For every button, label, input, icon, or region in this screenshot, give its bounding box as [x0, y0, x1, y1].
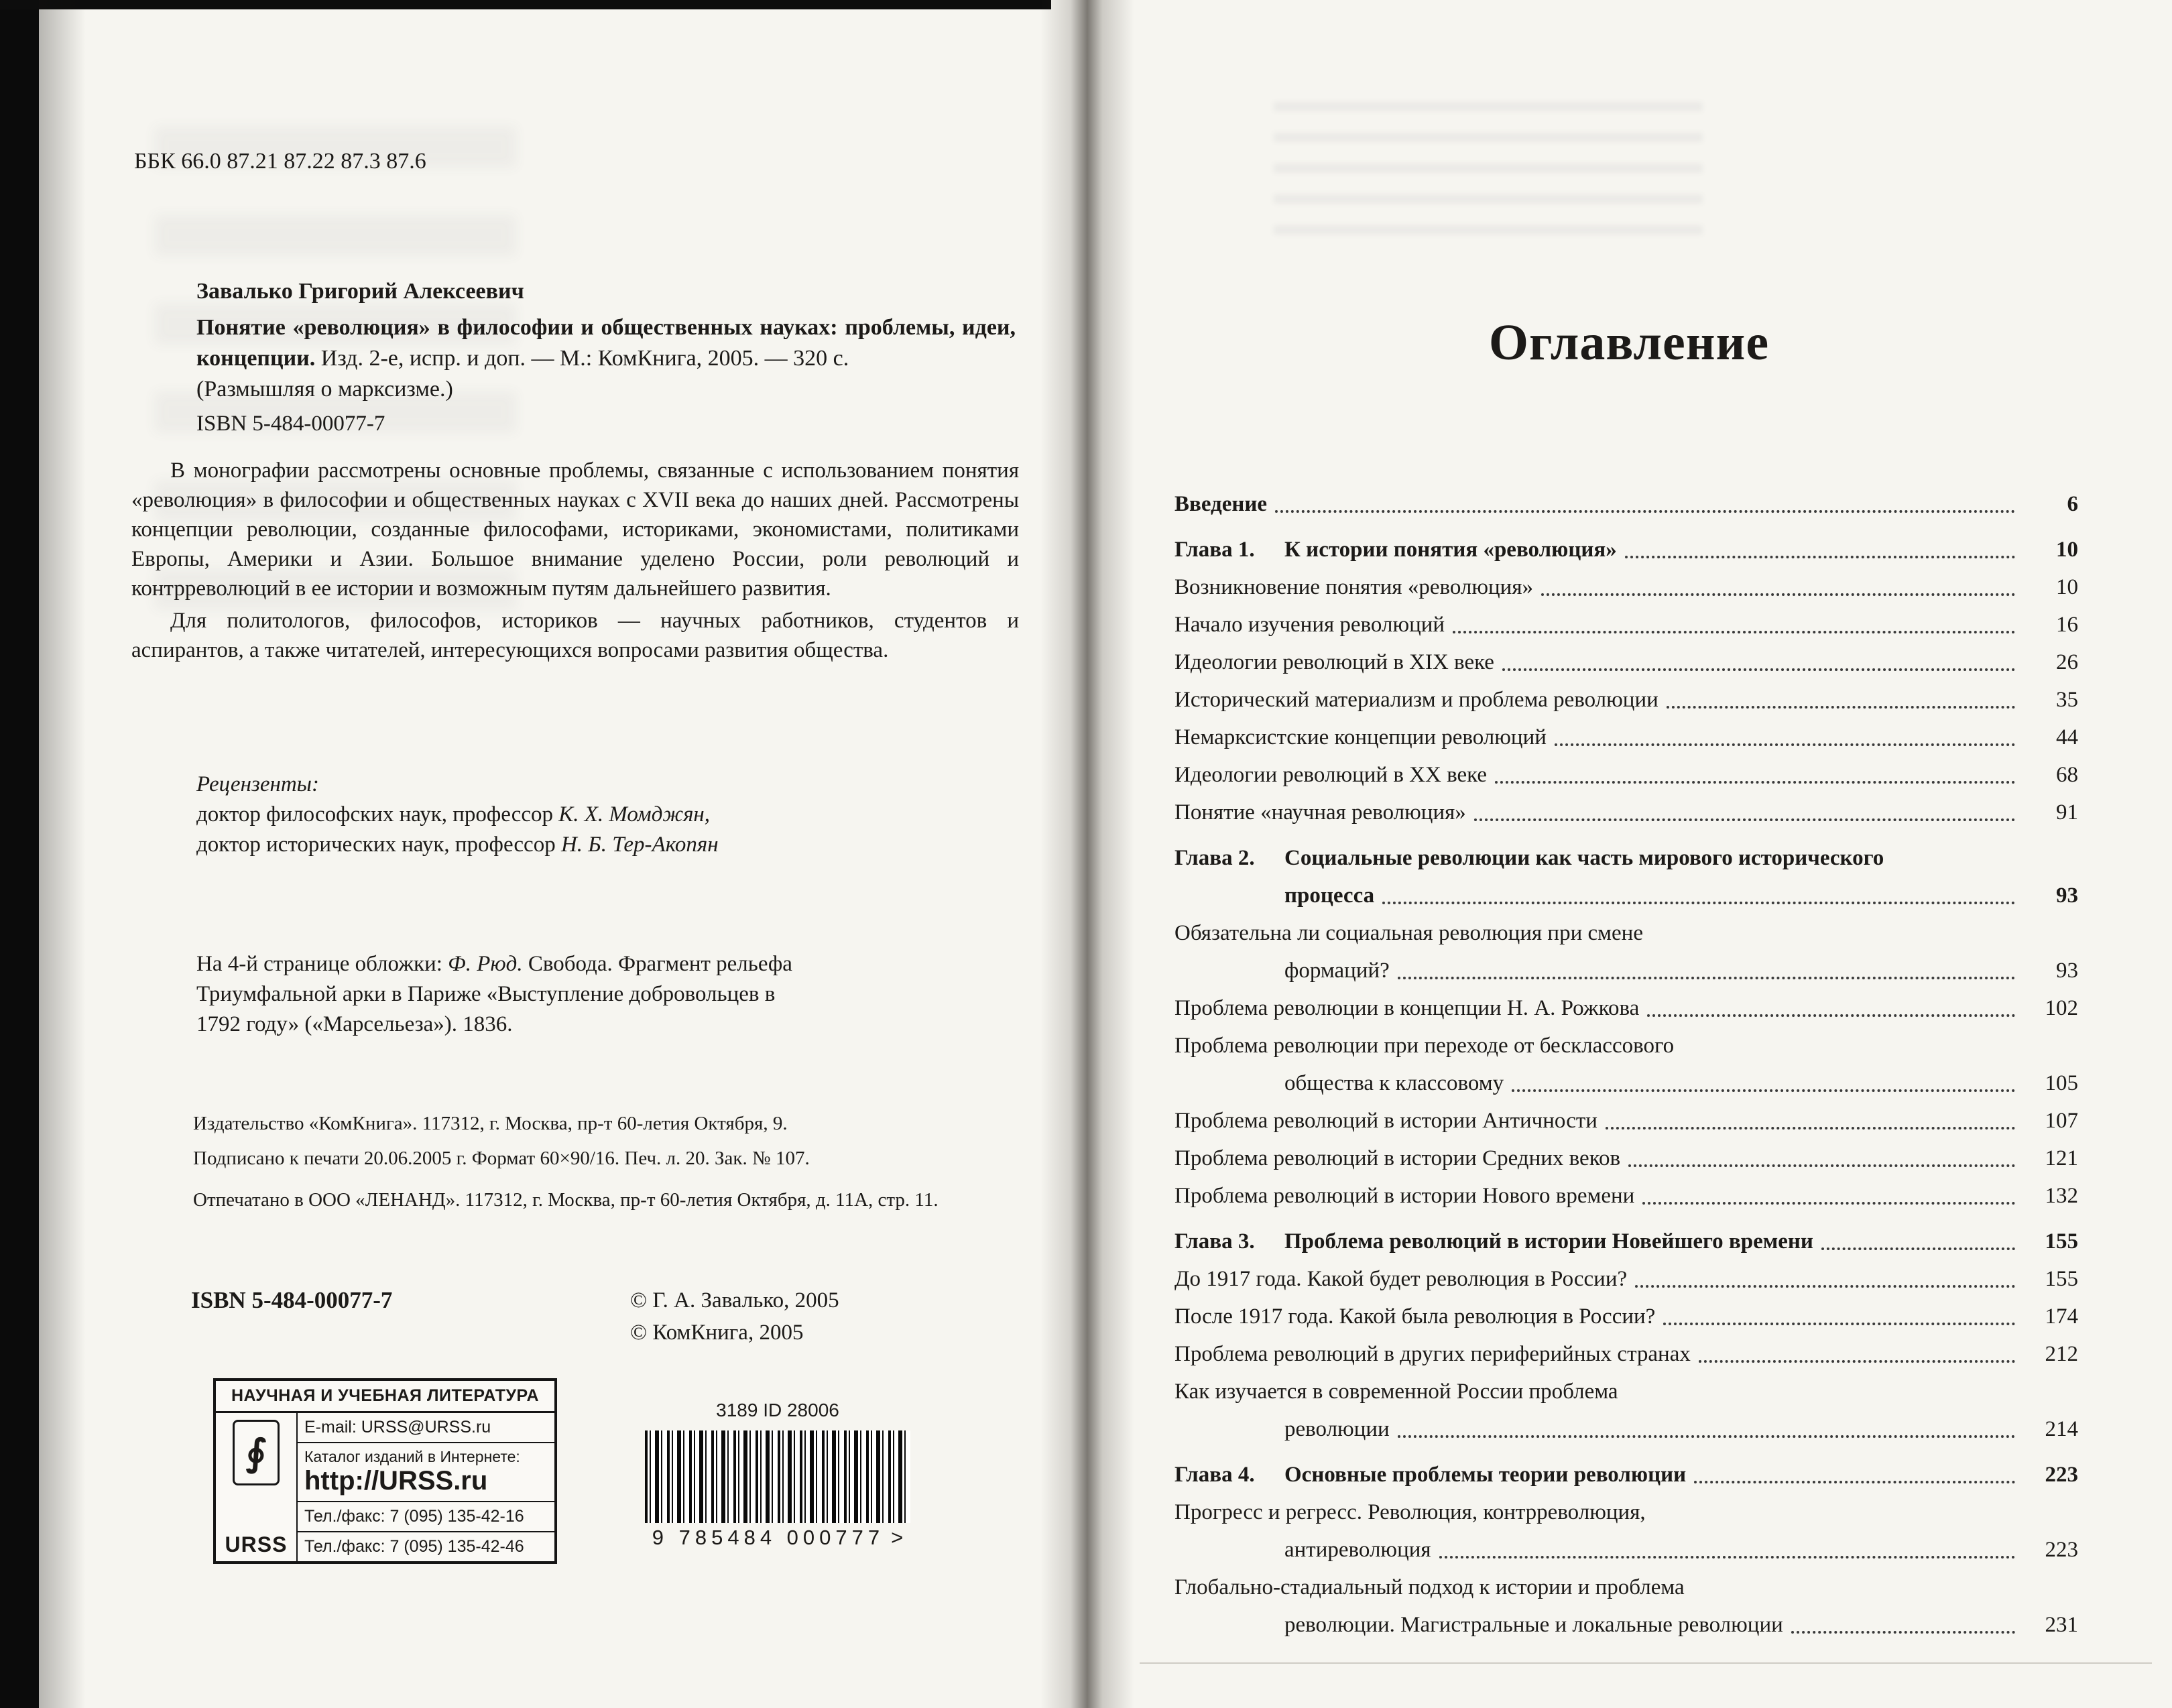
toc-entry-text: Проблема революций в истории Античности [1174, 1109, 1597, 1133]
page-gutter [1040, 0, 1134, 1708]
publisher-phone: Тел./факс: 7 (095) 135-42-16 [298, 1502, 554, 1532]
toc-entry [1174, 1373, 2078, 1448]
barcode-stripes [645, 1430, 910, 1523]
toc-entry-text: общества к классовому [1284, 1071, 1504, 1095]
reviewer-line [196, 800, 719, 830]
barcode-block [637, 1400, 918, 1550]
toc-page-number: 68 [2056, 763, 2078, 787]
toc-chapter-prefix: Глава 3. [1174, 1229, 1255, 1254]
toc-entry-text: Обязательна ли социальная революция при смене [1174, 921, 1643, 945]
imprint-block [193, 1106, 939, 1217]
toc-entry-line [1174, 485, 2078, 523]
toc-entry-line [1174, 839, 2078, 877]
scan-bottom-rule [1140, 1662, 2152, 1664]
toc-entry-line [1174, 644, 2078, 681]
barcode-id: 3189 ID 28006 [716, 1400, 839, 1420]
toc-page-number: 214 [2045, 1417, 2078, 1441]
toc-page-number: 107 [2045, 1109, 2078, 1133]
toc-page-number: 26 [2056, 650, 2078, 674]
toc-page-number: 223 [2045, 1538, 2078, 1562]
urss-logo-text: URSS [225, 1532, 288, 1557]
toc-chapter-prefix: Глава 4. [1174, 1463, 1255, 1487]
dot-leader [1635, 1285, 2015, 1288]
toc-entry-line [1174, 1027, 2078, 1064]
toc-entry [1174, 1102, 2078, 1140]
annotation-paragraph: В монографии рассмотрены основные проблемы, связанные с использованием понятия «революция» в философии и общественных науках с XVII века до наших дней. Рассмотрены концепции революции, созданные философами, историками, экономистами, политиками Европы, Америки и Азии. Большое внимание уделено России, роли революций и контрреволюций в ее истории и возможным путям дальнейшего развития. [131, 459, 1019, 601]
imprint-line: Отпечатано в ООО «ЛЕНАНД». 117312, г. Москва, пр-т 60-летия Октября, д. 11А, стр. 11. [193, 1189, 939, 1211]
toc-entry-text: Проблема революций в других периферийных странах [1174, 1342, 1691, 1366]
toc-entry-text: Идеологии революций в XIX веке [1174, 650, 1494, 674]
toc-entry-line [1174, 914, 2078, 952]
toc-entry-line [1174, 568, 2078, 606]
book-title: Понятие «революция» в философии и общественных науках: проблемы, идеи, концепции. [196, 315, 1016, 371]
toc-entry [1174, 644, 2078, 681]
dot-leader [1474, 818, 2015, 821]
toc-entry-text: После 1917 года. Какой была революция в России? [1174, 1304, 1656, 1329]
dot-leader [1275, 510, 2015, 513]
publisher-box-body [216, 1413, 554, 1561]
toc-entry [1174, 485, 2078, 523]
toc-entry-line [1174, 1456, 2078, 1493]
reviewer-role: доктор исторических наук, профессор [196, 833, 561, 857]
dot-leader [1642, 1202, 2015, 1205]
toc-page-number: 223 [2045, 1463, 2078, 1487]
toc-page-number: 155 [2045, 1229, 2078, 1254]
publisher-email: E-mail: URSS@URSS.ru [298, 1413, 554, 1443]
dot-leader [1382, 902, 2015, 904]
toc-page-number: 93 [2056, 959, 2078, 983]
toc-entry-line [1174, 1335, 2078, 1373]
cover-note-rest: Свобода. Фрагмент рельефа Триумфальной арки в Париже «Выступление добровольцев в 1792 году» («Марсельеза»). 1836. [196, 952, 792, 1036]
scan-top-edge [0, 0, 1051, 9]
publisher-contact-info [298, 1413, 554, 1561]
toc-entry-line [1174, 1373, 2078, 1410]
dot-leader [1495, 781, 2015, 784]
toc-entry-line [1174, 794, 2078, 831]
publisher-phone: Тел./факс: 7 (095) 135-42-46 [304, 1537, 524, 1556]
cover-note-artist: Ф. Рюд. [448, 952, 523, 976]
toc-entry-text: Идеологии революций в XX веке [1174, 763, 1487, 787]
toc-entry [1174, 989, 2078, 1027]
dot-leader [1439, 1556, 2015, 1559]
dot-leader [1791, 1631, 2015, 1634]
toc-entry-text: формаций? [1284, 959, 1390, 983]
toc-entry-text: Исторический материализм и проблема революции [1174, 688, 1658, 712]
toc-entry-line [1174, 606, 2078, 644]
dot-leader [1502, 668, 2015, 671]
cover-note [196, 949, 794, 1040]
toc-entry-text: Проблема революций в истории Средних веков [1174, 1146, 1621, 1170]
copyright-block [630, 1284, 839, 1349]
copyright-line: © Г. А. Завалько, 2005 [630, 1288, 839, 1313]
toc-entry-line [1174, 719, 2078, 756]
toc-entry-text: революции. Магистральные и локальные революции [1284, 1613, 1783, 1637]
toc-entry-line [1174, 1140, 2078, 1177]
toc-entry-line [1174, 1260, 2078, 1298]
dot-leader [1667, 706, 2015, 709]
dot-leader [1625, 556, 2015, 558]
toc-entry-text: Социальные революции как часть мирового исторического [1284, 846, 1884, 870]
toc-page-number: 231 [2045, 1613, 2078, 1637]
toc-entry-line [1174, 1064, 2078, 1102]
imprint-line: Подписано к печати 20.06.2005 г. Формат 60×90/16. Печ. л. 20. Зак. № 107. [193, 1148, 810, 1169]
toc-entry [1174, 1223, 2078, 1260]
toc-entry-line [1174, 756, 2078, 794]
toc-entry-text: антиреволюция [1284, 1538, 1431, 1562]
dot-leader [1647, 1014, 2015, 1017]
toc-entry-text: Проблема революции при переходе от бесклассового [1174, 1034, 1675, 1058]
toc-page-number: 132 [2045, 1184, 2078, 1208]
toc-page-number: 91 [2056, 800, 2078, 825]
dot-leader [1628, 1164, 2015, 1167]
publisher-box-header: НАУЧНАЯ И УЧЕБНАЯ ЛИТЕРАТУРА [216, 1381, 554, 1413]
toc-entry-text: Начало изучения революций [1174, 613, 1445, 637]
toc-entry [1174, 719, 2078, 756]
dot-leader [1821, 1247, 2015, 1250]
toc-page-number: 10 [2056, 538, 2078, 562]
toc-entry-text: Введение [1174, 492, 1268, 516]
toc-entry-line [1174, 1410, 2078, 1448]
barcode-suffix: > [891, 1526, 904, 1549]
toc-entry [1174, 1177, 2078, 1215]
dot-leader [1512, 1089, 2015, 1092]
toc-entry-text: Немарксистские концепции революций [1174, 725, 1547, 749]
toc-entry-text: Основные проблемы теории революции [1284, 1463, 1687, 1487]
bbk-classification: ББК 66.0 87.21 87.22 87.3 87.6 [134, 149, 426, 174]
toc-page-number: 10 [2056, 575, 2078, 599]
toc-page-number: 155 [2045, 1267, 2078, 1291]
reviewer-role: доктор философских наук, профессор [196, 802, 559, 827]
toc-entry-text: Возникновение понятия «революция» [1174, 575, 1534, 599]
toc-entry [1174, 839, 2078, 914]
toc-entry [1174, 1493, 2078, 1569]
reviewers-block [196, 770, 719, 860]
author-name: Завалько Григорий Алексеевич [196, 279, 524, 304]
toc-entry [1174, 1140, 2078, 1177]
toc-page-number: 6 [2067, 492, 2078, 516]
urss-logo-icon: ∮ [233, 1420, 280, 1485]
toc-entry-line [1174, 1531, 2078, 1569]
reviewer-name: Н. Б. Тер-Акопян [560, 833, 719, 857]
scan-left-edge [0, 0, 39, 1708]
toc-entry [1174, 568, 2078, 606]
toc-entry [1174, 794, 2078, 831]
toc-entry-line [1174, 1223, 2078, 1260]
toc-entry [1174, 1260, 2078, 1298]
toc-entry-line [1174, 531, 2078, 568]
toc-page-number: 35 [2056, 688, 2078, 712]
toc-page-number: 174 [2045, 1304, 2078, 1329]
toc-entry-line [1174, 952, 2078, 989]
toc-entry-text: процесса [1284, 883, 1375, 908]
dot-leader [1398, 977, 2015, 979]
dot-leader [1699, 1360, 2015, 1363]
barcode-digits [637, 1526, 918, 1550]
scan-shadow [39, 0, 86, 1708]
toc-page-number: 212 [2045, 1342, 2078, 1366]
toc-entry [1174, 681, 2078, 719]
dot-leader [1555, 743, 2015, 746]
toc-entry-line [1174, 1102, 2078, 1140]
edition-info: Изд. 2-е, испр. и доп. — М.: КомКнига, 2005. — 320 с. [315, 346, 849, 371]
toc-entry [1174, 1335, 2078, 1373]
publisher-catalog-label: Каталог изданий в Интернете: [304, 1448, 520, 1465]
toc-page-number: 105 [2045, 1071, 2078, 1095]
dot-leader [1694, 1481, 2015, 1483]
toc-entry [1174, 1569, 2078, 1644]
toc-entry-line [1174, 1606, 2078, 1644]
cover-note-lead: На 4-й странице обложки: [196, 952, 448, 976]
toc-entry-line [1174, 877, 2078, 914]
contents-title: Оглавление [1488, 314, 1770, 371]
toc-entry-text: Как изучается в современной России проблема [1174, 1380, 1618, 1404]
publisher-logo-column [216, 1413, 298, 1561]
toc-entry-line [1174, 1298, 2078, 1335]
toc-entry [1174, 1027, 2078, 1102]
toc-entry-text: Проблема революции в концепции Н. А. Рожкова [1174, 996, 1640, 1020]
dot-leader [1606, 1127, 2015, 1130]
toc-entry [1174, 1456, 2078, 1493]
toc-page-number: 121 [2045, 1146, 2078, 1170]
isbn-top: ISBN 5-484-00077-7 [196, 412, 385, 436]
toc-entry-line [1174, 989, 2078, 1027]
toc-entry-line [1174, 1493, 2078, 1531]
dot-leader [1541, 593, 2015, 596]
dot-leader [1663, 1323, 2015, 1325]
toc-entry-text: Глобально-стадиальный подход к истории и проблема [1174, 1575, 1685, 1599]
reviewer-name: К. Х. Момджян, [558, 802, 711, 827]
bibliographic-record [196, 312, 1016, 405]
isbn-bottom: ISBN 5-484-00077-7 [191, 1287, 393, 1313]
page-showthrough [1274, 94, 1703, 235]
annotation-paragraph: Для политологов, философов, историков — научных работников, студентов и аспирантов, а также читателей, интересующихся вопросами развития общества. [131, 609, 1019, 662]
toc-entry [1174, 606, 2078, 644]
toc-entry-text: революции [1284, 1417, 1390, 1441]
toc-entry [1174, 756, 2078, 794]
toc-entry-text: Прогресс и регресс. Революция, контрреволюция, [1174, 1500, 1646, 1524]
toc-entry-line [1174, 1569, 2078, 1606]
toc-page-number: 93 [2056, 883, 2078, 908]
toc-entry [1174, 914, 2078, 989]
dot-leader [1398, 1435, 2015, 1438]
reviewers-label: Рецензенты: [196, 772, 320, 796]
toc-entry [1174, 531, 2078, 568]
dot-leader [1453, 631, 2015, 633]
toc-entry [1174, 1298, 2078, 1335]
toc-entry-line [1174, 681, 2078, 719]
toc-page-number: 44 [2056, 725, 2078, 749]
toc-page-number: 102 [2045, 996, 2078, 1020]
copyright-line: © КомКнига, 2005 [630, 1321, 804, 1345]
toc-entry-text: Понятие «научная революция» [1174, 800, 1466, 825]
toc-entry-text: Проблема революций в истории Новейшего времени [1284, 1229, 1813, 1254]
toc-list [1174, 477, 2078, 1644]
annotation [131, 456, 1019, 668]
toc-entry-text: Проблема революций в истории Нового времени [1174, 1184, 1635, 1208]
barcode-number: 9 785484 000777 [652, 1526, 885, 1549]
toc-chapter-prefix: Глава 2. [1174, 846, 1255, 870]
reviewer-line [196, 830, 719, 860]
toc-entry-text: К истории понятия «революция» [1284, 538, 1617, 562]
imprint-line: Издательство «КомКнига». 117312, г. Москва, пр-т 60-летия Октября, 9. [193, 1113, 788, 1134]
toc-chapter-prefix: Глава 1. [1174, 538, 1255, 562]
toc-entry-line [1174, 1177, 2078, 1215]
toc-page-number: 16 [2056, 613, 2078, 637]
toc-entry-text: До 1917 года. Какой будет революция в России? [1174, 1267, 1628, 1291]
publisher-box [213, 1378, 557, 1564]
series-note: (Размышляя о марксизме.) [196, 377, 453, 402]
publisher-url: http://URSS.ru [298, 1466, 554, 1502]
